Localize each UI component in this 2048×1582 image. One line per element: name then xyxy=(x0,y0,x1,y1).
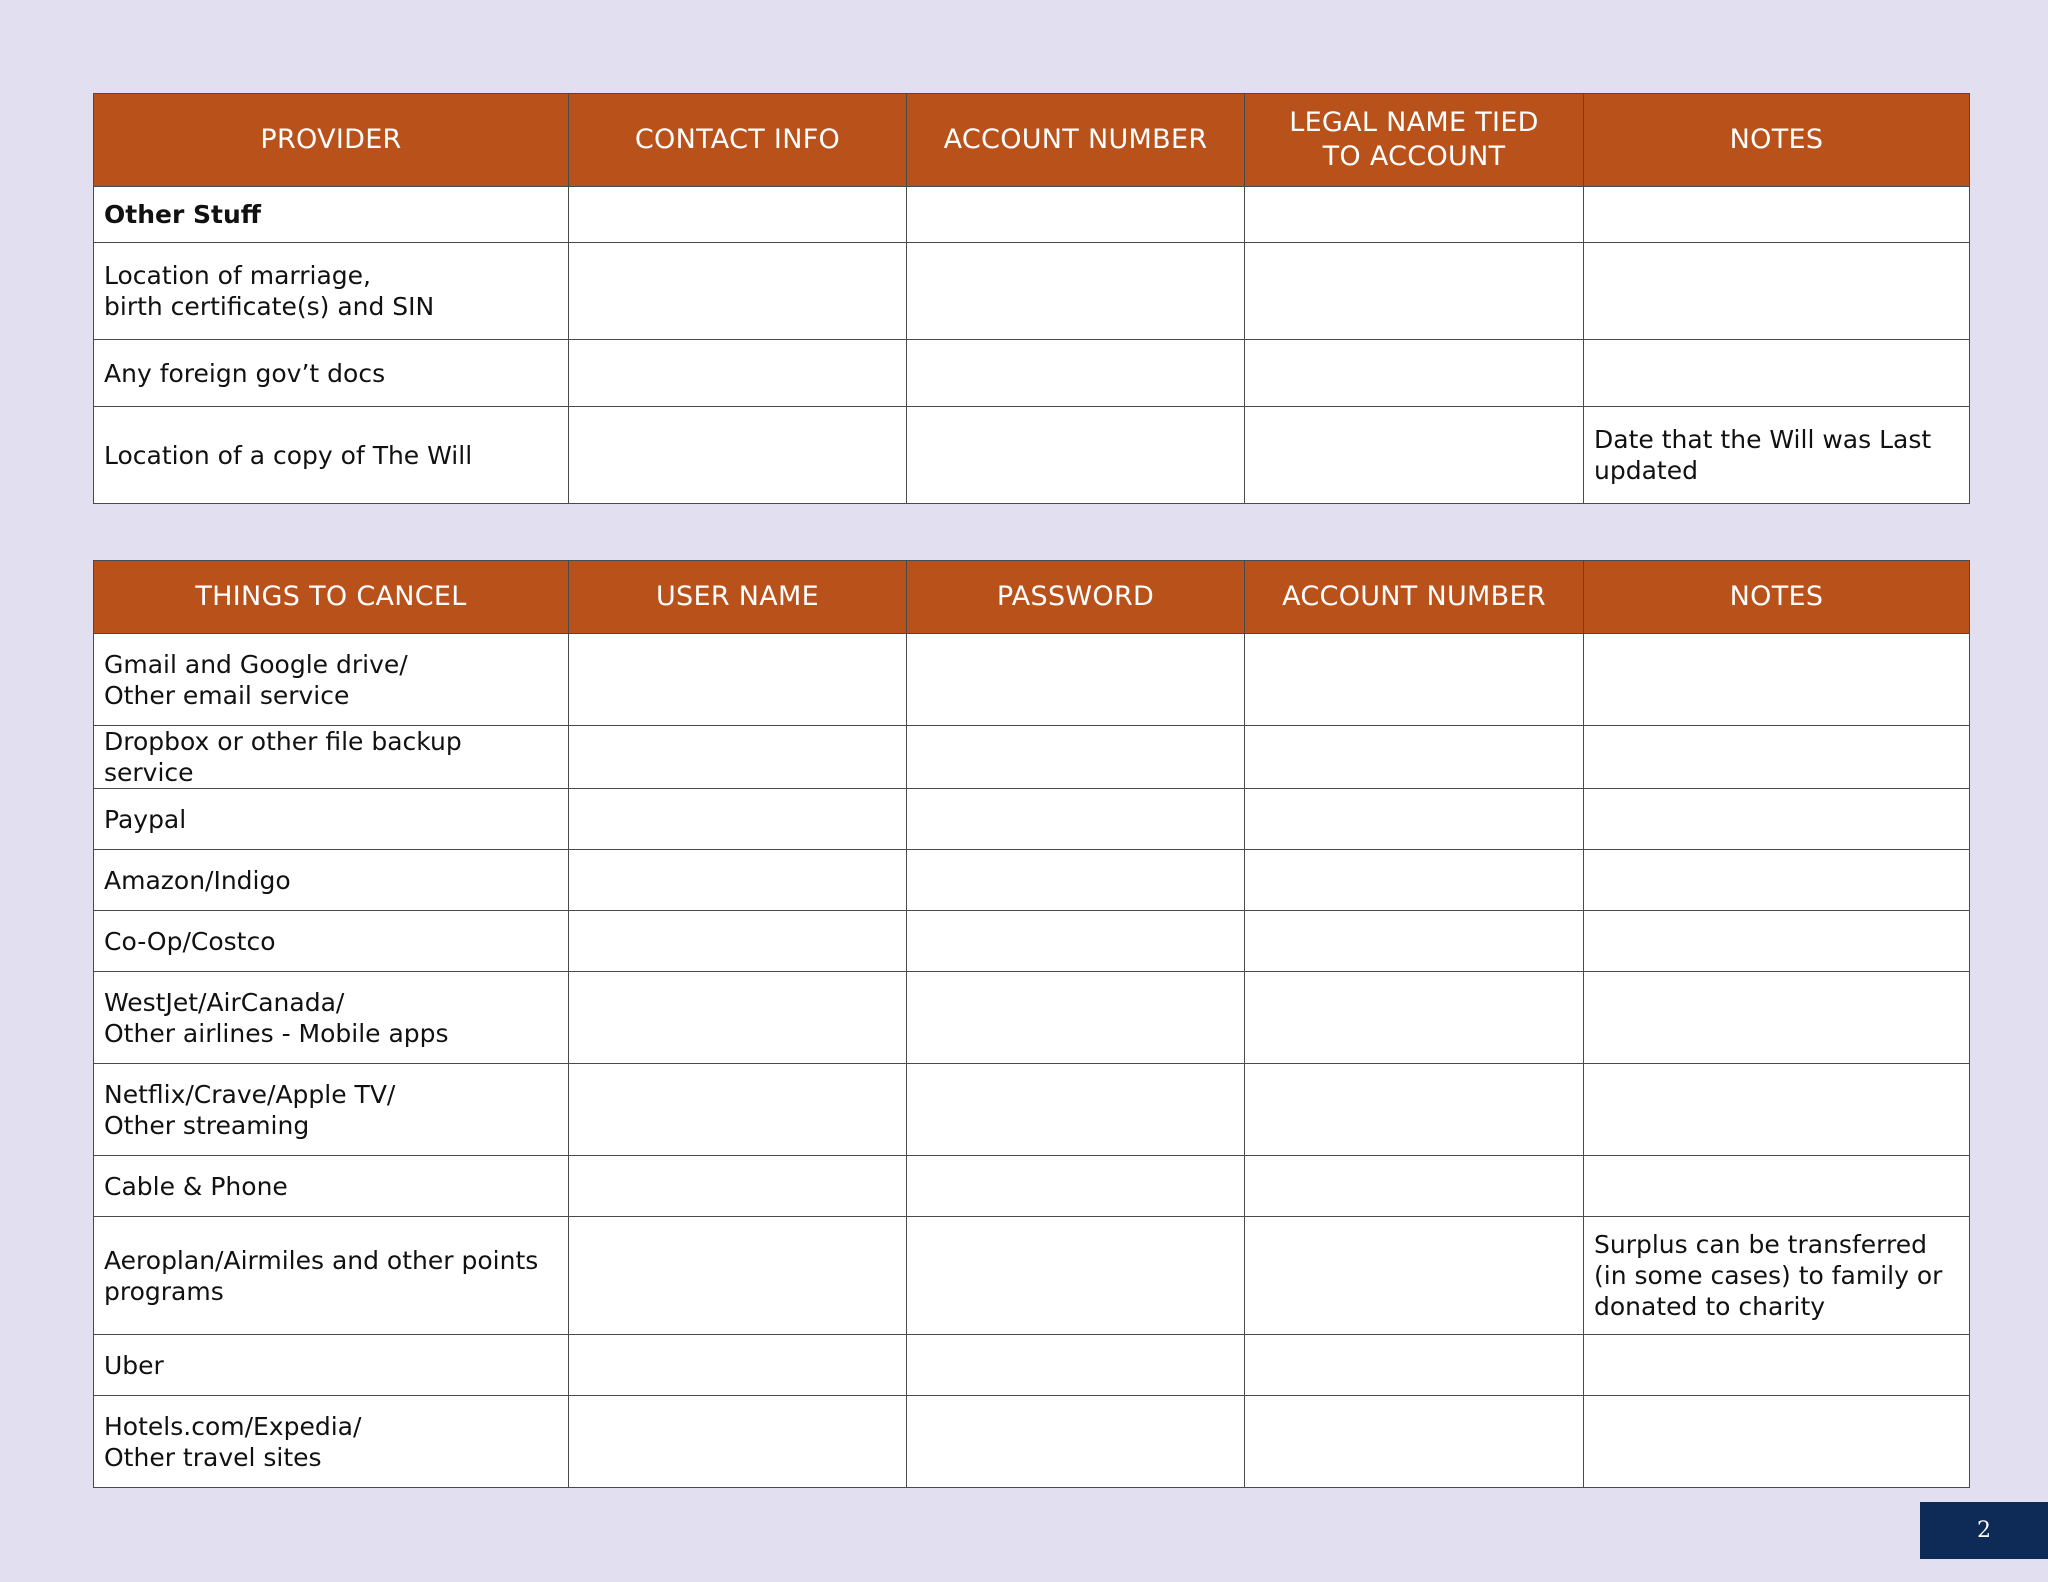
cell-account-number[interactable] xyxy=(1245,789,1584,850)
table-row xyxy=(94,1064,1970,1156)
table-row xyxy=(94,243,1970,340)
header-legal-name: LEGAL NAME TIED TO ACCOUNT xyxy=(1245,94,1584,187)
cell-notes[interactable] xyxy=(1584,850,1970,911)
cell-notes[interactable] xyxy=(1584,972,1970,1064)
cell-user-name[interactable] xyxy=(569,911,907,972)
header-things-to-cancel: THINGS TO CANCEL xyxy=(94,561,569,634)
cell-user-name[interactable] xyxy=(569,1064,907,1156)
header-provider: PROVIDER xyxy=(94,94,569,187)
cell-notes[interactable]: Date that the Will was Last updated xyxy=(1584,407,1970,504)
cell-notes[interactable] xyxy=(1584,187,1970,243)
cell-contact-info[interactable] xyxy=(569,187,907,243)
cell-account-number[interactable] xyxy=(1245,634,1584,726)
table-row xyxy=(94,850,1970,911)
cell-password[interactable] xyxy=(907,726,1245,789)
table-header-row xyxy=(94,561,1970,634)
cell-user-name[interactable] xyxy=(569,726,907,789)
table-row xyxy=(94,1217,1970,1335)
row-label: Cable & Phone xyxy=(94,1156,569,1217)
cell-user-name[interactable] xyxy=(569,789,907,850)
row-label: Paypal xyxy=(94,789,569,850)
cell-account-number[interactable] xyxy=(907,243,1245,340)
header-user-name: USER NAME xyxy=(569,561,907,634)
table-row xyxy=(94,407,1970,504)
cell-password[interactable] xyxy=(907,972,1245,1064)
cell-user-name[interactable] xyxy=(569,1217,907,1335)
row-label: WestJet/AirCanada/ Other airlines - Mobile apps xyxy=(94,972,569,1064)
row-label: Other Stuff xyxy=(94,187,569,243)
row-label: Gmail and Google drive/ Other email service xyxy=(94,634,569,726)
cell-account-number[interactable] xyxy=(1245,850,1584,911)
row-label: Netflix/Crave/Apple TV/ Other streaming xyxy=(94,1064,569,1156)
row-label: Location of a copy of The Will xyxy=(94,407,569,504)
cell-notes[interactable]: Surplus can be transferred (in some cases) to family or donated to charity xyxy=(1584,1217,1970,1335)
row-label: Hotels.com/Expedia/ Other travel sites xyxy=(94,1396,569,1488)
cell-contact-info[interactable] xyxy=(569,407,907,504)
page-number-badge xyxy=(1920,1502,2048,1559)
table-row xyxy=(94,789,1970,850)
cell-notes[interactable] xyxy=(1584,243,1970,340)
cell-password[interactable] xyxy=(907,1217,1245,1335)
cell-password[interactable] xyxy=(907,1156,1245,1217)
cell-notes[interactable] xyxy=(1584,634,1970,726)
cell-password[interactable] xyxy=(907,1396,1245,1488)
cell-user-name[interactable] xyxy=(569,1156,907,1217)
cell-account-number[interactable] xyxy=(1245,1335,1584,1396)
cell-account-number[interactable] xyxy=(1245,972,1584,1064)
table-header-row xyxy=(94,94,1970,187)
row-label: Amazon/Indigo xyxy=(94,850,569,911)
cell-account-number[interactable] xyxy=(1245,1217,1584,1335)
cell-password[interactable] xyxy=(907,634,1245,726)
cell-legal-name[interactable] xyxy=(1245,407,1584,504)
header-contact-info: CONTACT INFO xyxy=(569,94,907,187)
table-row xyxy=(94,187,1970,243)
cell-notes[interactable] xyxy=(1584,1064,1970,1156)
cell-account-number[interactable] xyxy=(1245,911,1584,972)
cell-legal-name[interactable] xyxy=(1245,187,1584,243)
cell-notes[interactable] xyxy=(1584,789,1970,850)
cell-account-number[interactable] xyxy=(1245,1156,1584,1217)
header-account-number: ACCOUNT NUMBER xyxy=(1245,561,1584,634)
cell-contact-info[interactable] xyxy=(569,340,907,407)
cell-user-name[interactable] xyxy=(569,1335,907,1396)
cell-account-number[interactable] xyxy=(1245,726,1584,789)
cell-legal-name[interactable] xyxy=(1245,340,1584,407)
cell-account-number[interactable] xyxy=(1245,1396,1584,1488)
cell-account-number[interactable] xyxy=(907,340,1245,407)
estate-provider-table xyxy=(93,93,1970,504)
cell-account-number[interactable] xyxy=(907,187,1245,243)
header-notes: NOTES xyxy=(1584,94,1970,187)
cell-user-name[interactable] xyxy=(569,1396,907,1488)
row-label: Uber xyxy=(94,1335,569,1396)
row-label: Co-Op/Costco xyxy=(94,911,569,972)
cell-user-name[interactable] xyxy=(569,972,907,1064)
header-account-number: ACCOUNT NUMBER xyxy=(907,94,1245,187)
cell-notes[interactable] xyxy=(1584,1335,1970,1396)
table-row xyxy=(94,1335,1970,1396)
page-number: 2 xyxy=(1977,1518,1991,1543)
cell-user-name[interactable] xyxy=(569,634,907,726)
table-row xyxy=(94,972,1970,1064)
cell-password[interactable] xyxy=(907,911,1245,972)
row-label: Location of marriage, birth certificate(s) and SIN xyxy=(94,243,569,340)
row-label: Any foreign gov’t docs xyxy=(94,340,569,407)
cell-password[interactable] xyxy=(907,1064,1245,1156)
table-row xyxy=(94,726,1970,789)
table-row xyxy=(94,1396,1970,1488)
cell-password[interactable] xyxy=(907,1335,1245,1396)
cell-user-name[interactable] xyxy=(569,850,907,911)
cell-password[interactable] xyxy=(907,789,1245,850)
cell-notes[interactable] xyxy=(1584,1156,1970,1217)
cell-account-number[interactable] xyxy=(1245,1064,1584,1156)
cell-legal-name[interactable] xyxy=(1245,243,1584,340)
cell-contact-info[interactable] xyxy=(569,243,907,340)
cell-password[interactable] xyxy=(907,850,1245,911)
table-row xyxy=(94,634,1970,726)
accounts-to-cancel-table xyxy=(93,560,1970,1488)
cell-notes[interactable] xyxy=(1584,1396,1970,1488)
table-row xyxy=(94,340,1970,407)
table-row xyxy=(94,1156,1970,1217)
row-label: Aeroplan/Airmiles and other points programs xyxy=(94,1217,569,1335)
cell-account-number[interactable] xyxy=(907,407,1245,504)
header-password: PASSWORD xyxy=(907,561,1245,634)
table-row xyxy=(94,911,1970,972)
row-label: Dropbox or other file backup service xyxy=(94,726,569,789)
cell-notes[interactable] xyxy=(1584,726,1970,789)
cell-notes[interactable] xyxy=(1584,911,1970,972)
header-notes: NOTES xyxy=(1584,561,1970,634)
cell-notes[interactable] xyxy=(1584,340,1970,407)
